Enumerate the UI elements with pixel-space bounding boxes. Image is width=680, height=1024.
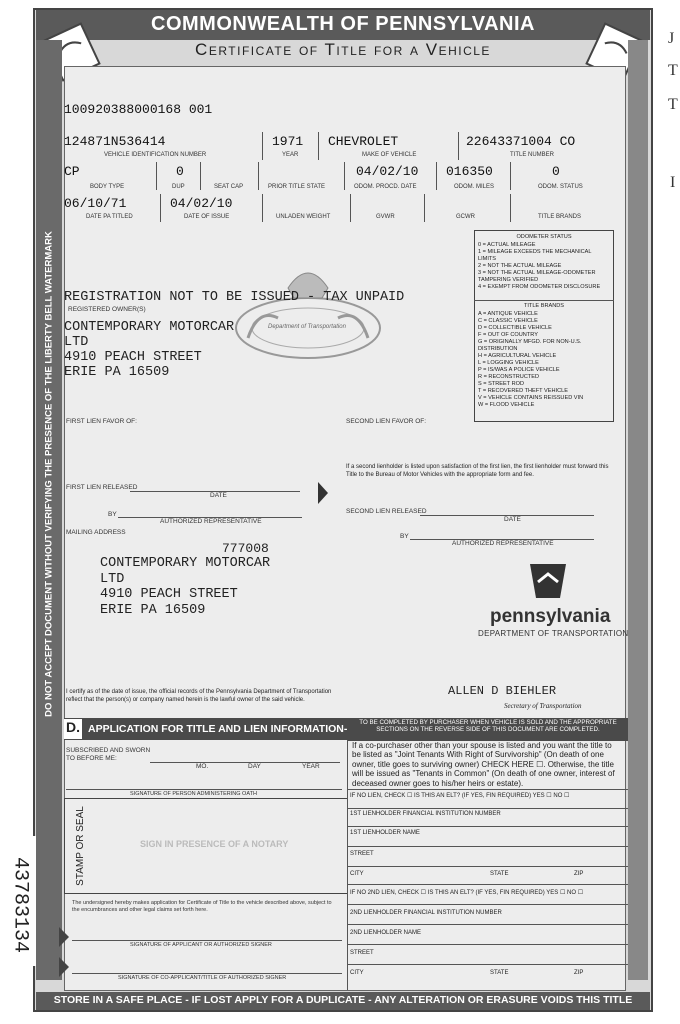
year-label: YEAR — [302, 763, 320, 770]
odom-status-value: 0 — [552, 164, 560, 179]
owner-line: 4910 PEACH STREET — [64, 350, 202, 365]
date-titled-label: DATE PA TITLED — [86, 214, 133, 220]
list-item: V = VEHICLE CONTAINS REISSUED VIN — [478, 395, 584, 401]
date-titled-value: 06/10/71 — [64, 196, 127, 211]
odometer-status-title: ODOMETER STATUS — [516, 234, 572, 240]
sign-presence-watermark: SIGN IN PRESENCE OF A NOTARY — [140, 839, 289, 849]
gvwr-label: GVWR — [376, 214, 395, 220]
list-item: 1 = MILEAGE EXCEEDS THE MECHANICAL LIMITS — [478, 249, 592, 262]
list-item: R = RECONSTRUCTED — [478, 374, 540, 380]
list-item: 3 = NOT THE ACTUAL MILEAGE-ODOMETER TAMPERING VERIFIED — [478, 270, 596, 283]
year-label: YEAR — [282, 152, 299, 158]
footer-notice: STORE IN A SAFE PLACE - IF LOST APPLY FOR A DUPLICATE - ANY ALTERATION OR ERASURE VOIDS THIS TITLE — [53, 994, 633, 1006]
mo-label: MO. — [196, 763, 209, 770]
sig-admin-label: SIGNATURE OF PERSON ADMINISTERING OATH — [130, 791, 257, 797]
first-city-label: CITY — [350, 871, 364, 877]
owner-label: REGISTERED OWNER(S) — [68, 306, 146, 313]
purchaser-note: TO BE COMPLETED BY PURCHASER WHEN VEHICLE IS SOLD AND THE APPROPRIATE SECTIONS ON THE REVERSE SIDE OF THIS DOCUMENT ARE COMPLETED. — [348, 718, 628, 741]
certify-text: I certify as of the date of issue, the official records of the Pennsylvania Department of Transportation reflect that the person(s) or company named herein is the lawful owner of the said vehicle. — [66, 689, 332, 703]
second-lien-released: SECOND LIEN RELEASED — [346, 508, 427, 515]
list-item: W = FLOOD VEHICLE — [478, 402, 535, 408]
secretary-name: ALLEN D BIEHLER — [448, 684, 557, 698]
second-street-label: STREET — [350, 950, 374, 956]
commonwealth-heading: COMMONWEALTH OF PENNSYLVANIA — [151, 13, 535, 35]
arrow-right-icon — [58, 956, 70, 978]
title-brands-label: TITLE BRANDS — [538, 214, 582, 220]
vin-value: 124871N536414 — [64, 134, 166, 149]
body-type-label: BODY TYPE — [90, 184, 125, 190]
second-name-label: 2ND LIENHOLDER NAME — [350, 930, 422, 936]
header-band — [36, 10, 650, 40]
list-item: L = LOGGING VEHICLE — [478, 360, 539, 366]
list-item: S = STREET ROD — [478, 381, 525, 387]
penndot-department: DEPARTMENT OF TRANSPORTATION — [478, 629, 629, 638]
odom-date-value: 04/02/10 — [356, 164, 419, 179]
first-auth-rep: AUTHORIZED REPRESENTATIVE — [160, 518, 262, 525]
seal-text: Department of Transportation — [268, 324, 346, 330]
list-item: 2 = NOT THE ACTUAL MILEAGE — [478, 263, 562, 269]
mailing-line: CONTEMPORARY MOTORCAR — [100, 556, 271, 571]
dup-label: DUP — [172, 184, 185, 190]
first-fin-label: 1ST LIENHOLDER FINANCIAL INSTITUTION NUMBER — [350, 811, 501, 817]
list-item: 0 = ACTUAL MILEAGE — [478, 242, 536, 248]
unladen-label: UNLADEN WEIGHT — [276, 214, 331, 220]
owner-line: LTD — [64, 335, 89, 350]
vin-label: VEHICLE IDENTIFICATION NUMBER — [104, 152, 207, 158]
list-item: D = COLLECTIBLE VEHICLE — [478, 325, 552, 331]
second-state-label: STATE — [490, 970, 509, 976]
watermark-notice: DO NOT ACCEPT DOCUMENT WITHOUT VERIFYING THE PRESENCE OF THE LIBERTY BELL WATERMARK — [43, 231, 55, 717]
certificate-heading: Certificate of Title for a Vehicle — [195, 40, 491, 59]
first-lien-favor: FIRST LIEN FAVOR OF: — [66, 418, 137, 425]
first-zip-label: ZIP — [574, 871, 584, 877]
mailing-line: 4910 PEACH STREET — [100, 587, 238, 602]
owner-line: ERIE PA 16509 — [64, 365, 170, 380]
section-d-heading: APPLICATION FOR TITLE AND LIEN INFORMATION- — [88, 723, 348, 735]
first-date-label: DATE — [210, 492, 227, 499]
list-item: P = IS/WAS A POLICE VEHICLE — [478, 367, 560, 373]
keystone-logo-icon — [526, 560, 570, 600]
body-type-value: CP — [64, 164, 80, 179]
owner-block — [64, 320, 234, 380]
state-seal-icon — [218, 258, 398, 368]
second-date-label: DATE — [504, 516, 521, 523]
second-by-label: BY — [400, 533, 409, 540]
mailing-label: MAILING ADDRESS — [66, 529, 126, 536]
control-number: 43783134 — [8, 856, 32, 954]
penndot-wordmark: pennsylvania — [490, 606, 611, 627]
mailing-line: LTD — [100, 571, 125, 587]
list-item: 4 = EXEMPT FROM ODOMETER DISCLOSURE — [478, 284, 601, 290]
second-fin-label: 2ND LIENHOLDER FINANCIAL INSTITUTION NUMBER — [350, 910, 502, 916]
date-issue-label: DATE OF ISSUE — [184, 214, 230, 220]
title-brands-title: TITLE BRANDS — [523, 303, 565, 309]
list-item: F = OUT OF COUNTRY — [478, 332, 538, 338]
first-lien-released: FIRST LIEN RELEASED — [66, 484, 138, 491]
before-me-label: TO BEFORE ME: — [66, 755, 117, 762]
second-lien-favor: SECOND LIEN FAVOR OF: — [346, 418, 427, 425]
margin-mark: J — [668, 30, 675, 47]
section-d-letter: D. — [64, 719, 82, 739]
date-issue-value: 04/02/10 — [170, 196, 233, 211]
day-label: DAY — [248, 763, 261, 770]
dup-value: 0 — [176, 164, 184, 179]
odom-status-label: ODOM. STATUS — [538, 184, 583, 190]
list-item: H = AGRICULTURAL VEHICLE — [478, 353, 557, 359]
owner-line: CONTEMPORARY MOTORCAR — [64, 320, 235, 335]
title-brands-list — [478, 311, 610, 409]
seat-cap-label: SEAT CAP — [214, 184, 244, 190]
right-border — [628, 40, 648, 980]
no-lien-check[interactable]: IF NO LIEN, CHECK ☐ IS THIS AN ELT? (IF YES, FIN REQUIRED) YES ☐ NO ☐ — [350, 793, 570, 799]
second-city-label: CITY — [350, 970, 364, 976]
title-number-label: TITLE NUMBER — [510, 152, 555, 158]
record-number: 100920388000168 001 — [64, 102, 213, 117]
footer-band — [36, 992, 650, 1010]
first-name-label: 1ST LIENHOLDER NAME — [350, 830, 420, 836]
year-value: 1971 — [272, 134, 304, 149]
second-zip-label: ZIP — [574, 970, 584, 976]
arrow-right-icon — [58, 926, 70, 948]
mailing-code: 777008 — [222, 541, 269, 556]
list-item: T = RECOVERED THEFT VEHICLE — [478, 388, 568, 394]
odom-date-label: ODOM. PROCD. DATE — [354, 184, 417, 190]
odometer-status-list — [478, 242, 610, 291]
prior-state-label: PRIOR TITLE STATE — [268, 184, 326, 190]
first-street-label: STREET — [350, 851, 374, 857]
make-value: CHEVROLET — [328, 134, 399, 149]
arrow-right-icon — [316, 480, 330, 506]
list-item: C = CLASSIC VEHICLE — [478, 318, 538, 324]
subscribed-label: SUBSCRIBED AND SWORN — [66, 747, 151, 754]
first-state-label: STATE — [490, 871, 509, 877]
sig-co-applicant-label: SIGNATURE OF CO-APPLICANT/TITLE OF AUTHORIZED SIGNER — [118, 975, 287, 981]
margin-mark: I — [670, 174, 676, 191]
title-number-value: 22643371004 CO — [466, 134, 576, 149]
margin-mark: T — [668, 96, 678, 113]
odom-miles-label: ODOM. MILES — [454, 184, 495, 190]
list-item: G = ORIGINALLY MFGD. FOR NON-U.S. DISTRIBUTION — [478, 339, 582, 352]
co-purchaser-note: If a co-purchaser other than your spouse is listed and you want the title to be listed as "Joint Tenants With Right of Survivorship" (On death of one owner, title goes to surviving owner) CHECK HERE ☐. Otherwise, the title will be issued as "Tenants in Common" (On death of one owner, interest of deceased owner goes to his/her heirs or estate). — [352, 741, 615, 788]
mailing-line: ERIE PA 16509 — [100, 602, 206, 618]
registration-notice: REGISTRATION NOT TO BE ISSUED - TAX UNPAID — [64, 290, 405, 305]
list-item: A = ANTIQUE VEHICLE — [478, 311, 538, 317]
undersigned-text: The undersigned hereby makes application for Certificate of Title to the vehicle described above, subject to the encumbrances and other legal claims set forth here. — [72, 900, 332, 913]
make-label: MAKE OF VEHICLE — [362, 152, 417, 158]
sig-applicant-label: SIGNATURE OF APPLICANT OR AUTHORIZED SIGNER — [130, 942, 272, 948]
secretary-title: Secretary of Transportation — [504, 702, 582, 710]
second-auth-rep: AUTHORIZED REPRESENTATIVE — [452, 540, 554, 547]
second-lien-note: If a second lienholder is listed upon satisfaction of the first lien, the first lienholder must forward this Title to the Bureau of Motor Vehicles with the appropriate form and fee. — [346, 464, 609, 478]
no-second-lien-check[interactable]: IF NO 2ND LIEN, CHECK ☐ IS THIS AN ELT? (IF YES, FIN REQUIRED) YES ☐ NO ☐ — [350, 890, 584, 896]
odom-miles-value: 016350 — [446, 164, 493, 179]
stamp-seal-label: STAMP OR SEAL — [74, 806, 86, 886]
margin-mark: T — [668, 62, 678, 79]
mailing-block — [100, 556, 270, 618]
gcwr-label: GCWR — [456, 214, 475, 220]
first-by-label: BY — [108, 511, 117, 518]
